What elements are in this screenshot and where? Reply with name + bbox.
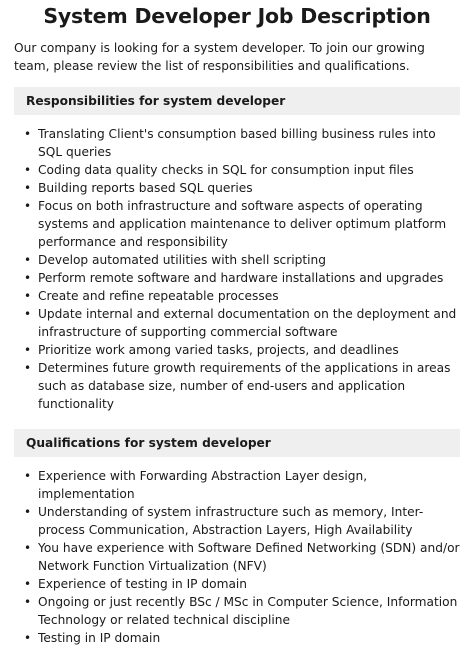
responsibilities-heading: Responsibilities for system developer (14, 87, 460, 115)
bullet-icon: • (24, 307, 32, 321)
bullet-icon: • (24, 631, 32, 645)
list-item: • Focus on both infrastructure and software aspects of operating systems and application maintenance to deliver optimum platform performance and responsibility (24, 199, 447, 249)
list-item: • Prioritize work among varied tasks, projects, and deadlines (24, 343, 399, 357)
list-item: • Develop automated utilities with shell scripting (24, 253, 327, 267)
list-item: • Create and refine repeatable processes (24, 289, 279, 303)
list-item: • Translating Client's consumption based billing business rules into SQL queries (24, 127, 436, 159)
list-item: • Perform remote software and hardware installations and upgrades (24, 271, 444, 285)
bullet-icon: • (24, 577, 32, 591)
intro-paragraph: Our company is looking for a system developer. To join our growing team, please review the list of responsibilities and qualifications. (14, 41, 425, 73)
list-item: • Determines future growth requirements of the applications in areas such as database size, number of end-users and application functionality (24, 361, 451, 411)
qualifications-list (14, 467, 460, 647)
bullet-icon: • (24, 541, 32, 555)
bullet-icon: • (24, 595, 32, 609)
list-item: • Testing in IP domain (24, 631, 161, 645)
responsibilities-list (14, 125, 460, 413)
bullet-icon: • (24, 343, 32, 357)
bullet-icon: • (24, 181, 32, 195)
list-item: • Experience with Forwarding Abstraction Layer design, implementation (24, 469, 368, 501)
bullet-icon: • (24, 253, 32, 267)
list-item: • Experience of testing in IP domain (24, 577, 248, 591)
bullet-icon: • (24, 469, 32, 483)
list-item: • You have experience with Software Defined Networking (SDN) and/or Network Function Virtualization (NFV) (24, 541, 460, 573)
bullet-icon: • (24, 127, 32, 141)
list-item: • Understanding of system infrastructure such as memory, Inter-process Communication, Abstraction Layers, High Availability (24, 505, 424, 537)
list-item: • Building reports based SQL queries (24, 181, 253, 195)
list-item: • Update internal and external documentation on the deployment and infrastructure of supporting commercial software (24, 307, 457, 339)
bullet-icon: • (24, 361, 32, 375)
list-item: • Coding data quality checks in SQL for consumption input files (24, 163, 414, 177)
bullet-icon: • (24, 505, 32, 519)
bullet-icon: • (24, 163, 32, 177)
bullet-icon: • (24, 289, 32, 303)
qualifications-heading: Qualifications for system developer (14, 429, 460, 457)
bullet-icon: • (24, 199, 32, 213)
bullet-icon: • (24, 271, 32, 285)
list-item: • Ongoing or just recently BSc / MSc in Computer Science, Information Technology or related technical discipline (24, 595, 458, 627)
page-title: System Developer Job Description (43, 4, 431, 28)
